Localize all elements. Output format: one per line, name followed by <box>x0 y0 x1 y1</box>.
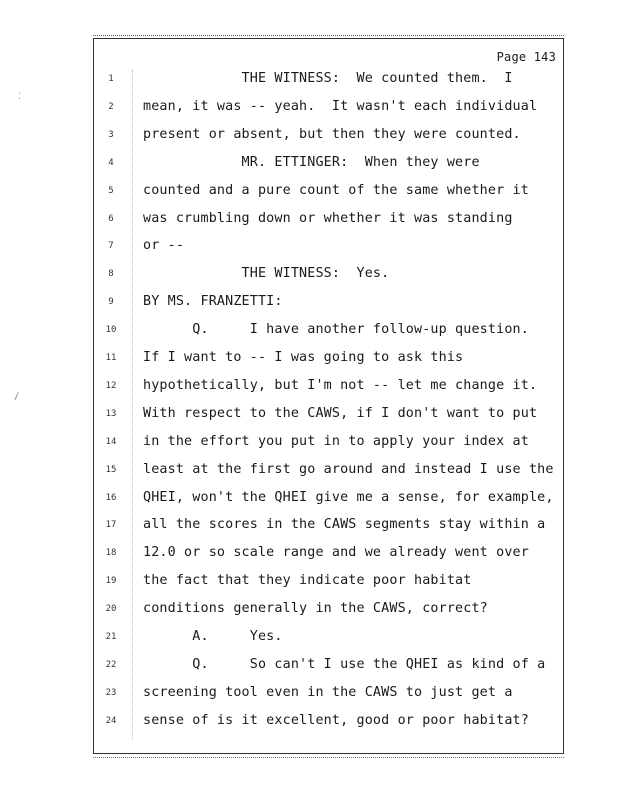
line-number: 9 <box>108 297 114 308</box>
line-number: 24 <box>105 715 117 726</box>
line-text: 12.0 or so scale range and we already went over <box>143 545 529 561</box>
line-number: 19 <box>105 576 117 587</box>
transcript-line <box>0 347 618 375</box>
line-number: 11 <box>105 353 117 363</box>
transcript-line <box>0 96 618 124</box>
line-number: 21 <box>105 632 117 642</box>
line-number: 15 <box>105 464 117 475</box>
line-number: 5 <box>108 185 114 196</box>
line-text: MR. ETTINGER: When they were <box>143 154 480 170</box>
line-number: 10 <box>105 325 117 336</box>
transcript-line <box>0 208 618 236</box>
line-text: conditions generally in the CAWS, correct? <box>143 601 488 617</box>
transcript-line <box>0 570 618 598</box>
line-text: screening tool even in the CAWS to just get a <box>143 684 513 700</box>
transcript-line <box>0 626 618 654</box>
line-text: hypothetically, but I'm not -- let me change it. <box>143 377 538 393</box>
transcript-line <box>0 375 618 403</box>
line-text: If I want to -- I was going to ask this <box>143 350 464 365</box>
line-text: With respect to the CAWS, if I don't want to put <box>143 405 538 421</box>
transcript-line <box>0 682 618 710</box>
line-number: 20 <box>105 604 117 615</box>
line-number: 12 <box>105 380 117 391</box>
page-number: Page 143 <box>496 50 556 64</box>
top-dotted-rule <box>93 35 564 36</box>
line-text: present or absent, but then they were counted. <box>143 126 521 142</box>
transcript-line <box>0 319 618 347</box>
transcript-line <box>0 710 618 738</box>
line-text: or -- <box>143 238 185 254</box>
transcript-line <box>0 514 618 542</box>
line-number: 17 <box>105 520 117 531</box>
line-text: THE WITNESS: Yes. <box>143 266 390 282</box>
transcript-line <box>0 403 618 431</box>
line-text: was crumbling down or whether it was standing <box>143 210 513 226</box>
transcript-line <box>0 235 618 263</box>
line-number: 8 <box>108 269 114 280</box>
line-text: mean, it was -- yeah. It wasn't each individual <box>143 98 538 114</box>
line-number: 22 <box>105 659 117 670</box>
line-number: 14 <box>105 436 117 447</box>
line-text: QHEI, won't the QHEI give me a sense, for example, <box>143 489 554 505</box>
transcript-line <box>0 152 618 180</box>
line-text: in the effort you put in to apply your index at <box>143 433 529 449</box>
transcript-line <box>0 431 618 459</box>
line-number: 16 <box>105 492 117 503</box>
transcript-line <box>0 487 618 515</box>
line-text: least at the first go around and instead I use the <box>143 461 554 477</box>
line-number: 4 <box>108 157 114 168</box>
transcript-line <box>0 124 618 152</box>
line-text: BY MS. FRANZETTI: <box>143 294 283 310</box>
transcript-line <box>0 291 618 319</box>
line-text: THE WITNESS: We counted them. I <box>143 71 513 86</box>
bottom-dotted-rule <box>93 757 564 758</box>
line-text: A. Yes. <box>143 629 283 644</box>
transcript-line <box>0 654 618 682</box>
line-text: the fact that they indicate poor habitat <box>143 573 472 589</box>
transcript-line <box>0 180 618 208</box>
line-number: 3 <box>108 129 114 140</box>
transcript-line <box>0 263 618 291</box>
line-number: 6 <box>108 213 114 224</box>
line-number: 1 <box>108 74 114 84</box>
line-text: counted and a pure count of the same whether it <box>143 182 529 198</box>
line-text: all the scores in the CAWS segments stay within a <box>143 517 546 533</box>
line-text: Q. So can't I use the QHEI as kind of a <box>143 656 546 672</box>
line-text: Q. I have another follow-up question. <box>143 322 529 338</box>
transcript-line <box>0 459 618 487</box>
line-number: 18 <box>105 548 117 559</box>
transcript-line <box>0 598 618 626</box>
line-number: 2 <box>108 101 114 112</box>
line-text: sense of is it excellent, good or poor habitat? <box>143 712 529 728</box>
transcript-line <box>0 68 618 96</box>
line-number: 23 <box>105 687 117 698</box>
line-number: 13 <box>105 408 117 419</box>
scan-speck: ⁚ <box>18 92 21 102</box>
scan-speck: / <box>14 392 20 402</box>
transcript-line <box>0 542 618 570</box>
line-number: 7 <box>108 241 114 252</box>
